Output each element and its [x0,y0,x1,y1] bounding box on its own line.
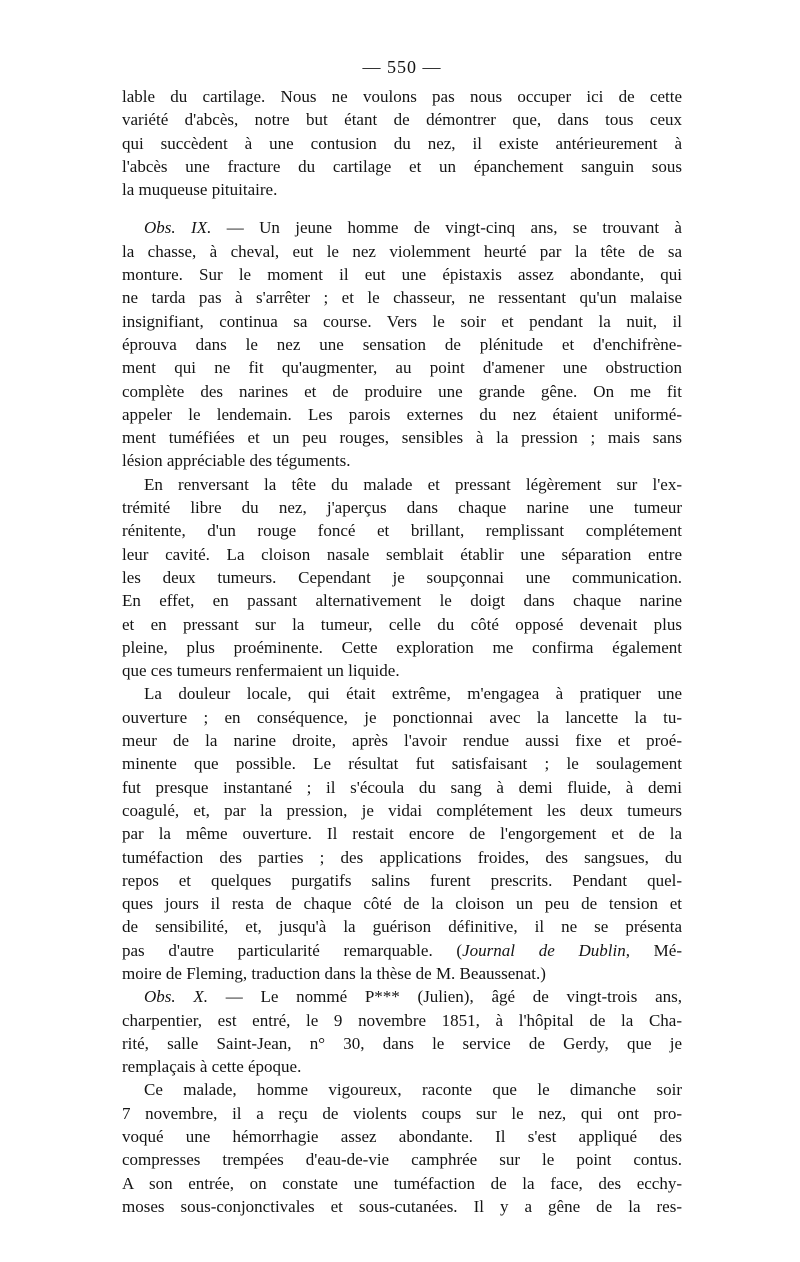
text-line: pleine, plus proéminente. Cette exploration me confirma également [122,637,682,657]
text-line: Ce malade, homme vigoureux, raconte que le dimanche soir [144,1080,682,1100]
text-line: compresses trempées d'eau-de-vie camphrée sur le point contus. [122,1150,682,1170]
text-line: remplaçais à cette époque. [122,1057,302,1077]
text-line: lésion appréciable des téguments. [122,451,351,471]
text-line: ques jours il resta de chaque côté de la cloison un peu de tension et [122,894,682,914]
text-line: que ces tumeurs renfermaient un liquide. [122,661,400,681]
text-line: ne tarda pas à s'arrêter ; et le chasseur, ne ressentant qu'un malaise [122,288,682,308]
text-line: éprouva dans le nez une sensation de plénitude et d'enchifrène- [122,334,682,354]
text-line: repos et quelques purgatifs salins furent prescrits. Pendant quel- [122,870,682,890]
text-line: moire de Fleming, traduction dans la thèse de M. Beaussenat.) [122,963,546,983]
text-line: complète des narines et de produire une grande gêne. On me fit [122,381,682,401]
book-page [122,55,682,1255]
text-line: ment qui ne fit qu'augmenter, au point d'amener une obstruction [122,358,682,378]
text-line: voqué une hémorrhagie assez abondante. Il s'est appliqué des [122,1127,682,1147]
text-line: rité, salle Saint-Jean, n° 30, dans le service de Gerdy, que je [122,1033,682,1053]
text-line: monture. Sur le moment il eut une épistaxis assez abondante, qui [122,265,682,285]
text-line: trémité libre du nez, j'aperçus dans chaque narine une tumeur [122,498,682,518]
text-line: fut presque instantané ; il s'écoula du sang à demi fluide, à demi [122,777,682,797]
text-line: coagulé, et, par la pression, je vidai complétement les deux tumeurs [122,800,682,820]
observation-label: Obs. X. [144,987,209,1007]
text-line: Obs. X. — Le nommé P*** (Julien), âgé de vingt-trois ans, [144,987,683,1007]
text-line: lable du cartilage. Nous ne voulons pas nous occuper ici de cette [122,87,682,106]
text-line: variété d'abcès, notre but étant de démontrer que, dans tous ceux [122,110,682,130]
page-number: — 550 — [362,57,442,77]
text-line: moses sous-conjonctivales et sous-cutanées. Il y a gêne de la res- [122,1196,682,1216]
paragraph-gap [122,201,682,216]
text-line: ment tuméfiées et un peu rouges, sensibles à la pression ; mais sans [122,428,682,448]
text-line: tuméfaction des parties ; des applications froides, des sangsues, du [122,847,682,867]
paragraph [122,85,682,201]
text-line: les deux tumeurs. Cependant je soupçonnai une communication. [122,567,682,587]
paragraph [122,473,682,683]
text-line: ouverture ; en conséquence, je ponctionnai avec la lancette la tu- [122,707,682,727]
italic-title: Journal de Dublin [462,940,626,960]
text-line: insignifiant, continua sa course. Vers le soir et pendant la nuit, il [122,311,682,331]
text-line: minente que possible. Le résultat fut satisfaisant ; le soulagement [122,754,682,774]
text-line: l'abcès une fracture du cartilage et un épanchement sanguin sous [122,156,682,176]
text-line: appeler le lendemain. Les parois externes du nez étaient uniformé- [122,404,682,424]
text-line: la chasse, à cheval, eut le nez violemment heurté par la tête de sa [122,241,682,261]
text-line: et en pressant sur la tumeur, celle du côté opposé devenait plus [122,614,682,634]
paragraph [122,985,682,1078]
text-line: La douleur locale, qui était extrême, m'engagea à pratiquer une [144,684,682,704]
text-line: A son entrée, on constate une tuméfaction de la face, des ecchy- [122,1173,682,1193]
text-line: En renversant la tête du malade et pressant légèrement sur l'ex- [144,474,682,494]
text-line: charpentier, est entré, le 9 novembre 1851, à l'hôpital de la Cha- [122,1010,682,1030]
text-line: par la même ouverture. Il restait encore de l'engorgement et de la [122,824,682,844]
text-line: qui succèdent à une contusion du nez, il existe antérieurement à [122,133,682,153]
text-line: leur cavité. La cloison nasale semblait établir une séparation entre [122,544,682,564]
paragraph [122,1078,682,1218]
text-line: rénitente, d'un rouge foncé et brillant, remplissant complétement [122,521,682,541]
observation-label: Obs. IX. [144,218,212,238]
text-line: Obs. IX. — Un jeune homme de vingt-cinq ans, se trouvant à [144,218,682,238]
text-line: En effet, en passant alternativement le doigt dans chaque narine [122,591,682,611]
paragraph [122,682,682,985]
text-line: pas d'autre particularité remarquable. (Journal de Dublin, Mé- [122,940,683,960]
text-line: la muqueuse pituitaire. [122,180,278,200]
paragraph [122,216,682,472]
text-line: 7 novembre, il a reçu de violents coups sur le nez, qui ont pro- [122,1103,682,1123]
text-line: de sensibilité, et, jusqu'à la guérison définitive, il ne se présenta [122,917,682,937]
text-line: meur de la narine droite, après l'avoir rendue aussi fixe et proé- [122,731,682,751]
